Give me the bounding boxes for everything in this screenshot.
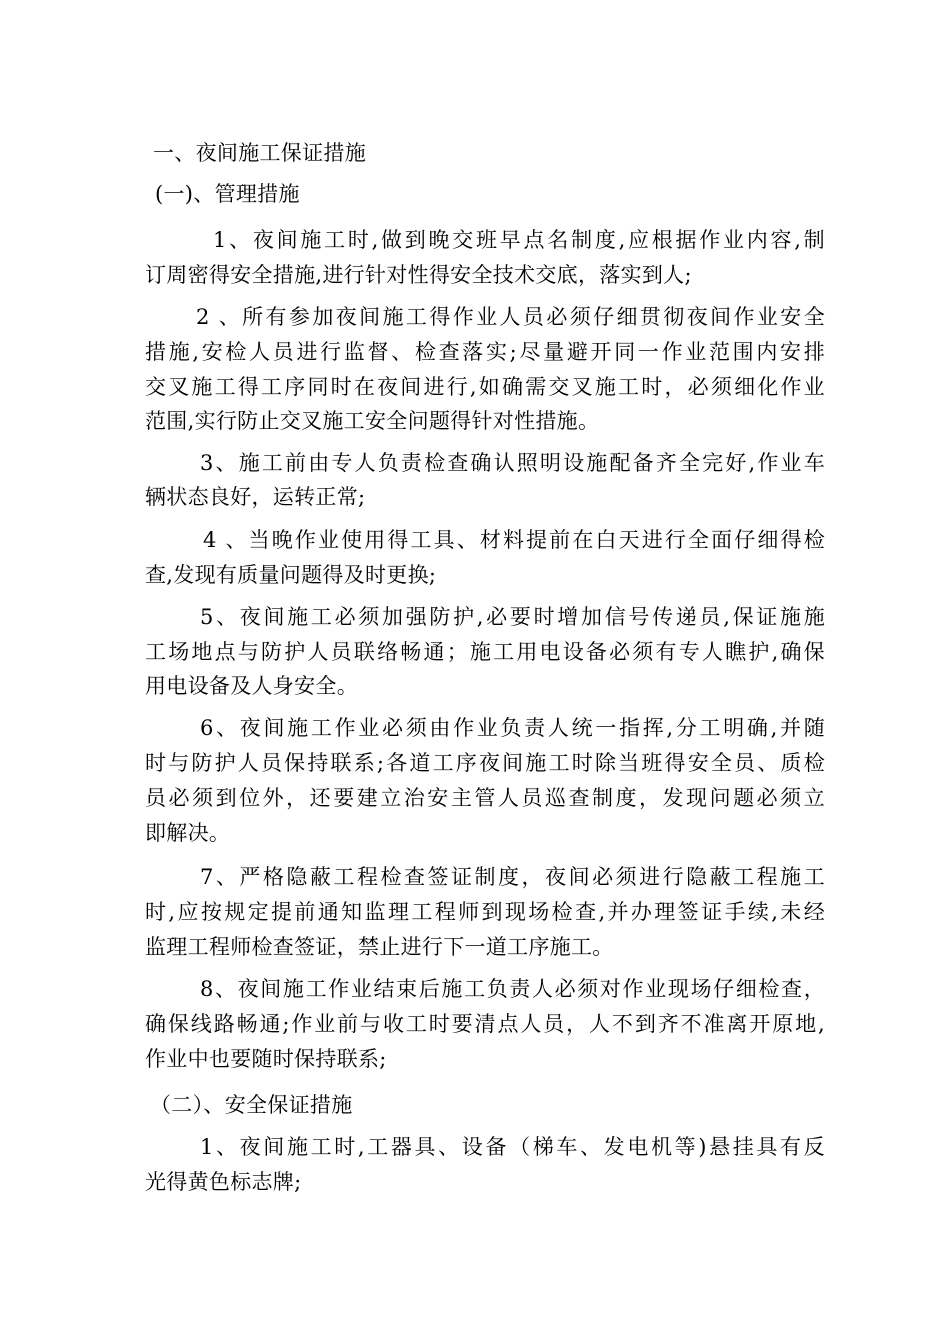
paragraph-line: 员必须到位外，还要建立治安主管人员巡查制度，发现问题必须立 <box>145 786 825 810</box>
paragraph-line: 5、夜间施工必须加强防护,必要时增加信号传递员,保证施施 <box>200 605 825 629</box>
paragraph-line: 1、夜间施工时,做到晚交班早点名制度,应根据作业内容,制 <box>213 228 825 252</box>
section-title-safety: （二）、安全保证措施 <box>150 1093 353 1117</box>
paragraph-line: 确保线路畅通;作业前与收工时要清点人员，人不到齐不准离开原地, <box>145 1012 825 1036</box>
paragraph-line: 1、夜间施工时,工器具、设备（梯车、发电机等)悬挂具有反 <box>200 1135 825 1159</box>
paragraph-line: 3、施工前由专人负责检查确认照明设施配备齐全完好,作业车 <box>200 451 825 475</box>
paragraph-line: 光得黄色标志牌; <box>145 1170 302 1194</box>
paragraph-line: 监理工程师检查签证，禁止进行下一道工序施工。 <box>145 935 614 959</box>
paragraph-line: 辆状态良好，运转正常; <box>145 485 366 509</box>
paragraph-line: 4 、当晚作业使用得工具、材料提前在白天进行全面仔细得检 <box>203 528 825 552</box>
paragraph-line: 交叉施工得工序同时在夜间进行,如确需交叉施工时，必须细化作业 <box>145 375 825 399</box>
paragraph-line: 作业中也要随时保持联系; <box>145 1047 387 1071</box>
paragraph-line: 用电设备及人身安全。 <box>145 674 358 698</box>
paragraph-line: 措施,安检人员进行监督、检查落实;尽量避开同一作业范围内安排 <box>145 340 825 364</box>
paragraph-line: 查,发现有质量问题得及时更换; <box>145 563 437 587</box>
paragraph-line: 工场地点与防护人员联络畅通；施工用电设备必须有专人瞧护,确保 <box>145 640 825 664</box>
paragraph-line: 时,应按规定提前通知监理工程师到现场检查,并办理签证手续,未经 <box>145 900 825 924</box>
section-title-management: (一)、管理措施 <box>155 182 300 206</box>
paragraph-line: 6、夜间施工作业必须由作业负责人统一指挥,分工明确,并随 <box>200 716 825 740</box>
paragraph-line: 2 、所有参加夜间施工得作业人员必须仔细贯彻夜间作业安全 <box>196 305 825 329</box>
paragraph-line: 范围,实行防止交叉施工安全问题得针对性措施。 <box>145 409 600 433</box>
paragraph-line: 即解决。 <box>145 821 231 845</box>
paragraph-line: 订周密得安全措施,进行针对性得安全技术交底，落实到人; <box>145 263 692 287</box>
paragraph-line: 8、夜间施工作业结束后施工负责人必须对作业现场仔细检查， <box>200 977 825 1001</box>
document-heading: 一、夜间施工保证措施 <box>153 141 366 165</box>
paragraph-line: 7、严格隐蔽工程检查签证制度，夜间必须进行隐蔽工程施工 <box>200 865 825 889</box>
paragraph-line: 时与防护人员保持联系;各道工序夜间施工时除当班得安全员、质检 <box>145 751 825 775</box>
